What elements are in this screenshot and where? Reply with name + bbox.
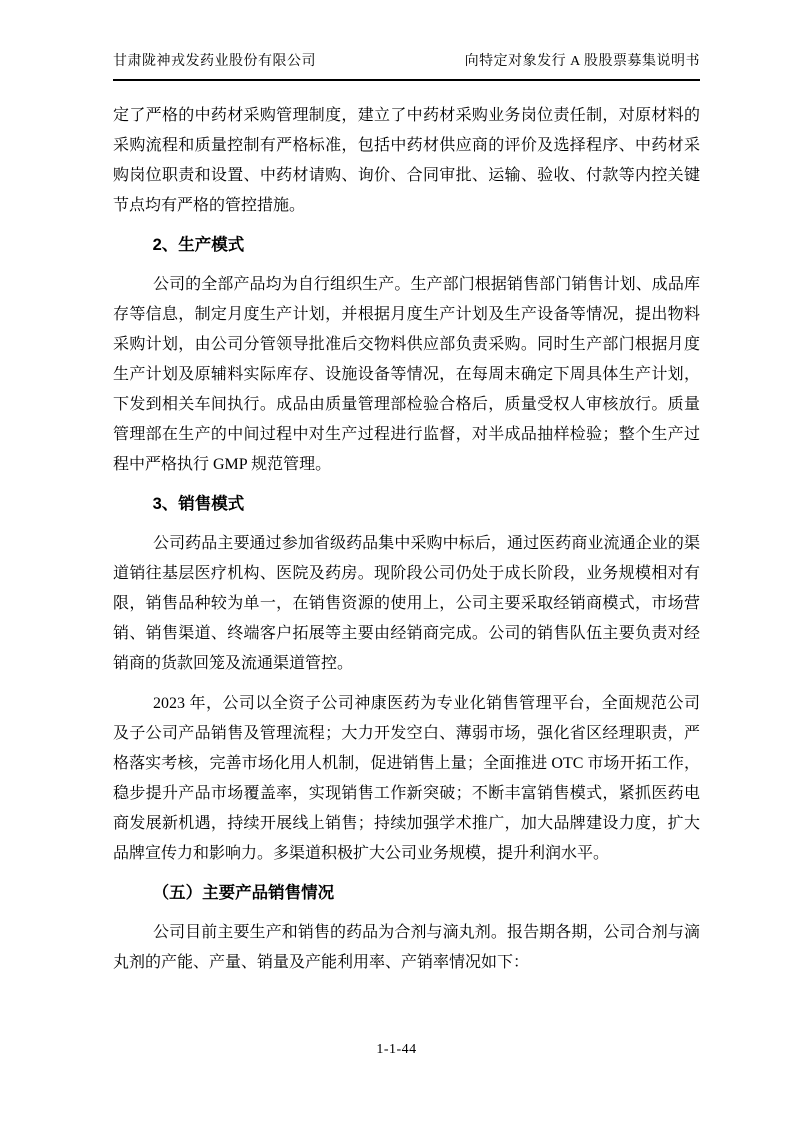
- page-number: 1-1-44: [376, 1042, 417, 1057]
- body-paragraph-continued: 定了严格的中药材采购管理制度，建立了中药材采购业务岗位责任制，对原材料的采购流程和质量控制有严格标准，包括中药材供应商的评价及选择程序、中药材采购岗位职责和设置、中药材请购、询价、合同审批、运输、验收、付款等内控关键节点均有严格的管控措施。: [113, 107, 700, 214]
- header-document-title: 向特定对象发行 A 股股票募集说明书: [464, 54, 700, 69]
- section-heading-production-model: 2、生产模式: [152, 236, 245, 254]
- body-paragraph: 公司目前主要生产和销售的药品为合剂与滴丸剂。报告期各期，公司合剂与滴丸剂的产能、产量、销量及产能利用率、产销率情况如下：: [113, 924, 700, 971]
- body-paragraph: 2023 年，公司以全资子公司神康医药为专业化销售管理平台，全面规范公司及子公司产品销售及管理流程；大力开发空白、薄弱市场，强化省区经理职责，严格落实考核，完善市场化用人机制，促进销售上量；全面推进 OTC 市场开拓工作，稳步提升产品市场覆盖率，实现销售工作新突破；不断丰富销售模式，紧抓医药电商发展新机遇，持续开展线上销售；持续加强学术推广，加大品牌建设力度，扩大品牌宣传力和影响力。多渠道积极扩大公司业务规模，提升利润水平。: [113, 695, 700, 862]
- body-paragraph: 公司药品主要通过参加省级药品集中采购中标后，通过医药商业流通企业的渠道销往基层医疗机构、医院及药房。现阶段公司仍处于成长阶段，业务规模相对有限，销售品种较为单一，在销售资源的使用上，公司主要采取经销商模式，市场营销、销售渠道、终端客户拓展等主要由经销商完成。公司的销售队伍主要负责对经销商的货款回笼及流通渠道管控。: [113, 535, 700, 672]
- page-header: [113, 0, 700, 81]
- section-heading-main-product-sales: （五）主要产品销售情况: [152, 884, 335, 902]
- header-company-name: 甘肃陇神戎发药业股份有限公司: [113, 54, 316, 69]
- page-body: [113, 101, 700, 978]
- header-row: [113, 50, 700, 81]
- section-heading-sales-model: 3、销售模式: [152, 495, 245, 513]
- body-paragraph: 公司的全部产品均为自行组织生产。生产部门根据销售部门销售计划、成品库存等信息，制定月度生产计划，并根据月度生产计划及生产设备等情况，提出物料采购计划，由公司分管领导批准后交物料供应部负责采购。同时生产部门根据月度生产计划及原辅料实际库存、设施设备等情况，在每周末确定下周具体生产计划，下发到相关车间执行。成品由质量管理部检验合格后，质量受权人审核放行。质量管理部在生产的中间过程中对生产过程进行监督，对半成品抽样检验；整个生产过程中严格执行 GMP 规范管理。: [113, 276, 700, 473]
